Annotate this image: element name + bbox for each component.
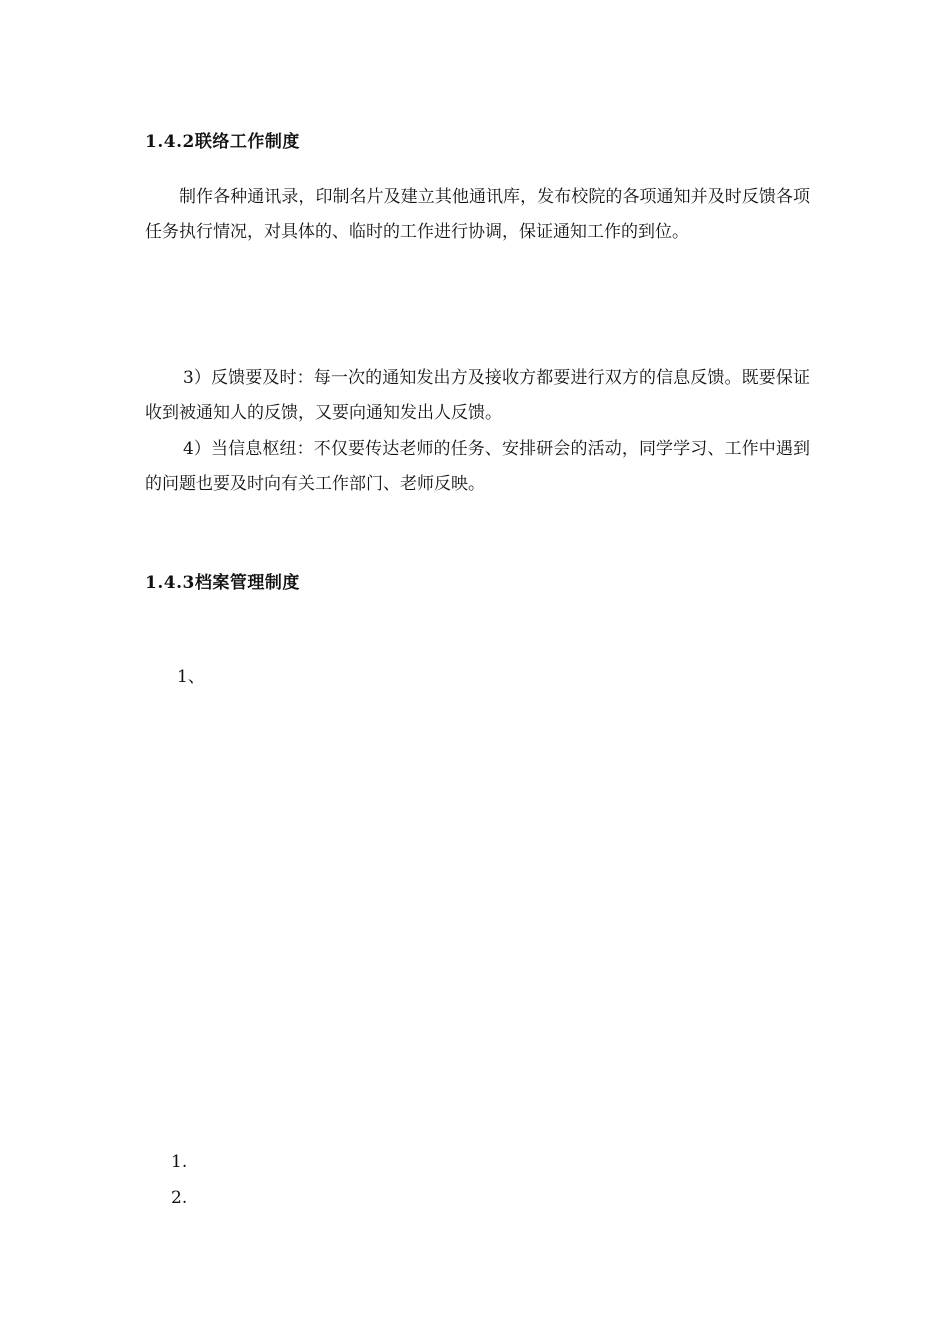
numbered-marker-1: 1. bbox=[171, 1152, 188, 1172]
section-heading-1-4-2: 1.4.2联络工作制度 bbox=[145, 132, 300, 152]
list-item-feedback: 3）反馈要及时：每一次的通知发出方及接收方都要进行双方的信息反馈。既要保证收到被通知人的反馈，又要向通知发出人反馈。 bbox=[145, 368, 810, 423]
section-1-4-2-paragraph: 制作各种通讯录，印制名片及建立其他通讯库，发布校院的各项通知并及时反馈各项任务执行情况，对具体的、临时的工作进行协调，保证通知工作的到位。 bbox=[145, 187, 810, 242]
section-1-4-3-item-marker: 1、 bbox=[177, 667, 205, 687]
section-heading-1-4-3: 1.4.3档案管理制度 bbox=[145, 573, 300, 593]
list-item-info-hub: 4）当信息枢纽：不仅要传达老师的任务、安排研会的活动，同学学习、工作中遇到的问题也要及时向有关工作部门、老师反映。 bbox=[145, 439, 810, 494]
numbered-marker-2: 2. bbox=[171, 1188, 188, 1208]
